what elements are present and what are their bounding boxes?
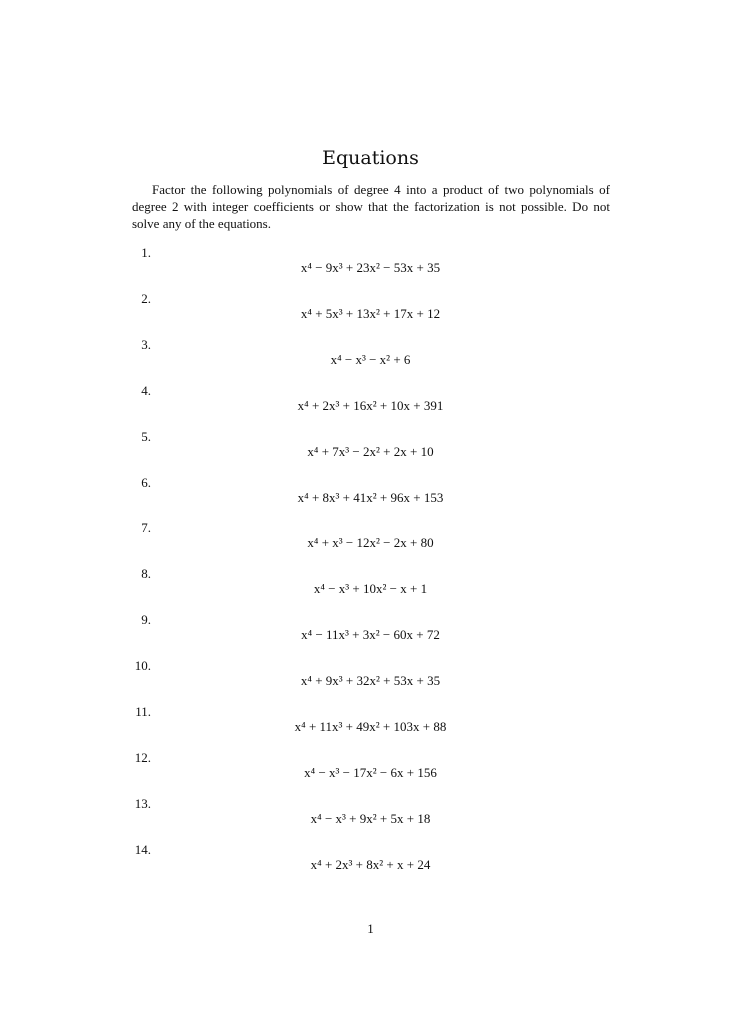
- page-number: 1: [367, 921, 374, 936]
- problem-item: [0, 475, 741, 515]
- polynomial-equation: x⁴ + x³ − 12x² − 2x + 80: [307, 535, 434, 550]
- problem-number: 3.: [141, 337, 151, 352]
- problem-number: 7.: [141, 520, 151, 535]
- problem-item: [0, 612, 741, 652]
- problem-item: [0, 245, 741, 285]
- instructions-paragraph: Factor the following polynomials of degree 4 into a product of two polynomials of degree 2 with integer coefficients or show that the factorization is not possible. Do not solve any of the equations.: [132, 182, 610, 231]
- problem-item: [0, 658, 741, 698]
- problem-number: 5.: [141, 429, 151, 444]
- problem-item: [0, 337, 741, 377]
- polynomial-equation: x⁴ − 9x³ + 23x² − 53x + 35: [300, 260, 441, 275]
- problem-number: 14.: [134, 842, 151, 857]
- polynomial-equation: x⁴ + 2x³ + 16x² + 10x + 391: [297, 398, 444, 413]
- problem-item: [0, 566, 741, 606]
- polynomial-equation: x⁴ − x³ + 10x² − x + 1: [313, 581, 428, 596]
- polynomial-equation: x⁴ − 11x³ + 3x² − 60x + 72: [301, 627, 440, 642]
- problem-item: [0, 750, 741, 790]
- problem-item: [0, 429, 741, 469]
- problem-number: 13.: [134, 796, 151, 811]
- problem-number: 11.: [135, 704, 151, 719]
- problem-number: 10.: [134, 658, 151, 673]
- polynomial-equation: x⁴ − x³ − x² + 6: [330, 352, 411, 367]
- problem-number: 12.: [134, 750, 151, 765]
- problem-item: [0, 383, 741, 423]
- problem-item: [0, 796, 741, 836]
- polynomial-equation: x⁴ + 5x³ + 13x² + 17x + 12: [300, 306, 441, 321]
- problem-item: [0, 704, 741, 744]
- problem-number: 2.: [141, 291, 151, 306]
- polynomial-equation: x⁴ − x³ + 9x² + 5x + 18: [310, 811, 431, 826]
- polynomial-equation: x⁴ − x³ − 17x² − 6x + 156: [304, 765, 437, 780]
- problem-number: 9.: [141, 612, 151, 627]
- problem-number: 1.: [141, 245, 151, 260]
- polynomial-equation: x⁴ + 7x³ − 2x² + 2x + 10: [307, 444, 434, 459]
- polynomial-equation: x⁴ + 11x³ + 49x² + 103x + 88: [294, 719, 447, 734]
- polynomial-equation: x⁴ + 8x³ + 41x² + 96x + 153: [297, 490, 444, 505]
- problem-item: [0, 842, 741, 882]
- problem-item: [0, 520, 741, 560]
- problem-number: 8.: [141, 566, 151, 581]
- problem-item: [0, 291, 741, 331]
- problem-number: 4.: [141, 383, 151, 398]
- problem-number: 6.: [141, 475, 151, 490]
- polynomial-equation: x⁴ + 2x³ + 8x² + x + 24: [310, 857, 431, 872]
- document-title: Equations: [322, 147, 419, 169]
- polynomial-equation: x⁴ + 9x³ + 32x² + 53x + 35: [300, 673, 441, 688]
